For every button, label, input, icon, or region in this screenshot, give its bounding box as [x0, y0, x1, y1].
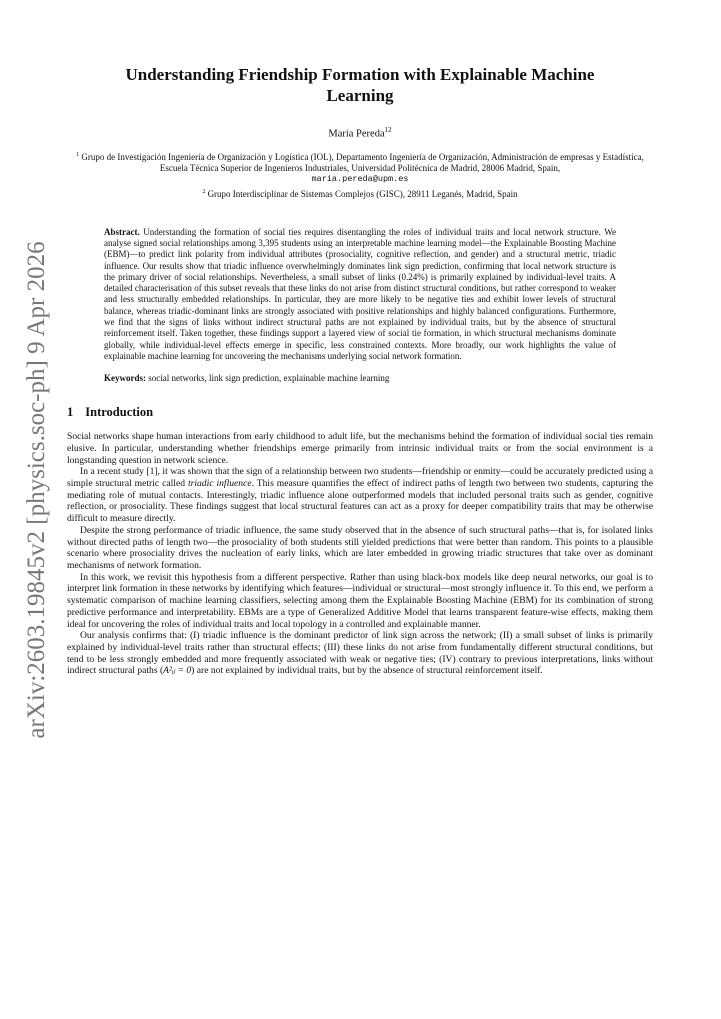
keywords-label: Keywords: [104, 373, 146, 384]
author-line [67, 126, 653, 140]
affiliation-2 [67, 187, 653, 200]
paragraph-1: Social networks shape human interactions from early childhood to adult life, but the mechanisms behind the formation of individual social ties remain elusive. In particular, understanding whether friendships emerge primarily from intrinsic individual traits or from the social environment is a longstanding question in network science. [67, 431, 653, 466]
keywords-text: social networks, link sign prediction, explainable machine learning [148, 373, 390, 384]
triadic-influence-term: triadic influence [187, 478, 252, 490]
paragraph-2-part-b: . This measure quantifies the effect of indirect paths of length two between two students, capturing the mediating role of mutual contacts. Interestingly, triadic influence alone outperformed models that included personal traits such as gender, cognitive reflection, or prosociality. These findings suggest that local structural features can act as a proxy for deeper compatibility traits that may be otherwise difficult to measure directly. [67, 478, 653, 525]
affiliation-1 [67, 150, 653, 186]
paper-page [67, 64, 653, 677]
affiliation-1-mark: 1 [76, 151, 80, 158]
abstract-text: Understanding the formation of social ties requires disentangling the roles of individual traits and local network structure. We analyse signed social relationships among 3,395 students using an interpretable machine learning model—the Explainable Boosting Machine (EBM)—to predict link polarity from individual attributes (prosociality, cognitive reflection, and gender) and a structural metric, triadic influence. Our results show that triadic influence overwhelmingly dominates link sign prediction, confirming that local network structure is the primary driver of social relationships. Nevertheless, a small subset of links (0.24%) is primarily explained by individual-level traits. A detailed characterisation of this subset reveals that these links do not arise from distinct structural conditions, but rather correspond to weaker and less structurally embedded relationships. In particular, they are more likely to be negative ties and exhibit lower levels of structural balance, whereas triadic-dominant links are strongly associated with positive relationships and highly balanced configurations. Furthermore, we find that the signs of links without indirect structural paths are not explained by individual traits, but by the absence of structural reinforcement itself. Taken together, these findings support a layered view of social tie formation, in which structural mechanisms dominate globally, while individual-level effects emerge in specific, less constrained contexts. More broadly, our work highlights the value of explainable machine learning for uncovering the mechanisms underlying social network formation. [104, 226, 617, 361]
affiliation-2-mark: 2 [202, 189, 206, 196]
paper-title: Understanding Friendship Formation with Explainable Machine Learning [125, 65, 595, 105]
paragraph-5 [67, 630, 653, 677]
affiliation-1-text: Grupo de Investigación Ingeniería de Organización y Logística (IOL), Departamento Ingeniería de Organización, Administración de empresas y Estadística, Escuela Técnica Superior de Ingenieros Industriales, Universidad Politécnica de Madrid, 28006 Madrid, Spain, [81, 151, 644, 173]
author-marks: 12 [384, 126, 392, 134]
section-heading [67, 405, 653, 420]
paragraph-5-part-a: Our analysis confirms that: (I) triadic influence is the dominant predictor of link sign across the network; (II) a small subset of links is primarily explained by individual-level traits rather than structural effects; (III) these links do not arise from fundamentally different structural conditions, but tend to be less strongly embedded and more frequently associated with weak or negative ties; (IV) contrary to previous interpretations, links without indirect structural paths ( [67, 630, 653, 677]
abstract [104, 227, 616, 363]
affiliations [67, 150, 653, 201]
arxiv-identifier-text: arXiv:2603.19845v2 [physics.soc-ph] 9 Apr 2026 [23, 241, 50, 739]
author-email[interactable]: maria.pereda@upm.es [311, 174, 409, 185]
author-name: María Pereda [328, 128, 385, 140]
affiliation-2-text: Grupo Interdisciplinar de Sistemas Complejos (GISC), 28911 Leganés, Madrid, Spain [207, 189, 518, 200]
introduction-body [67, 431, 653, 677]
section-number: 1 [67, 405, 74, 420]
paragraph-4: In this work, we revisit this hypothesis from a different perspective. Rather than using black-box models like deep neural networks, our goal is to interpret link formation in these networks by identifying which features—individual or structural—most strongly influence it. To this end, we perform a systematic comparison of machine learning classifiers, selecting among them the Explainable Boosting Machine (EBM) for its combination of strong predictive performance and interpretability. EBMs are a type of Generalized Additive Model that learns transparent feature-wise effects, making them ideal for uncovering the roles of individual traits and local topology in a controlled and explainable manner. [67, 571, 653, 630]
paragraph-3: Despite the strong performance of triadic influence, the same study observed that in the absence of such structural paths—that is, for isolated links without directed paths of length two—the prosociality of both students still yielded predictions that were better than random. This points to a plausible scenario where prosociality drives the nucleation of early links, which are later embedded in growing triadic structures that take over as dominant mechanisms of network formation. [67, 524, 653, 571]
abstract-label: Abstract. [104, 226, 140, 237]
paragraph-5-part-b: ) are not explained by individual traits, but by the absence of structural reinforcement itself. [191, 665, 543, 677]
paragraph-2-part-a: In a recent study [1], it was shown that the sign of a relationship between two students—friendship or enmity—could be accurately predicted using a simple structural metric called [67, 466, 653, 490]
paragraph-2 [67, 466, 653, 525]
section-title: Introduction [85, 405, 154, 420]
math-expression: A²ᵢⱼ = 0 [163, 665, 192, 677]
keywords [104, 373, 616, 383]
